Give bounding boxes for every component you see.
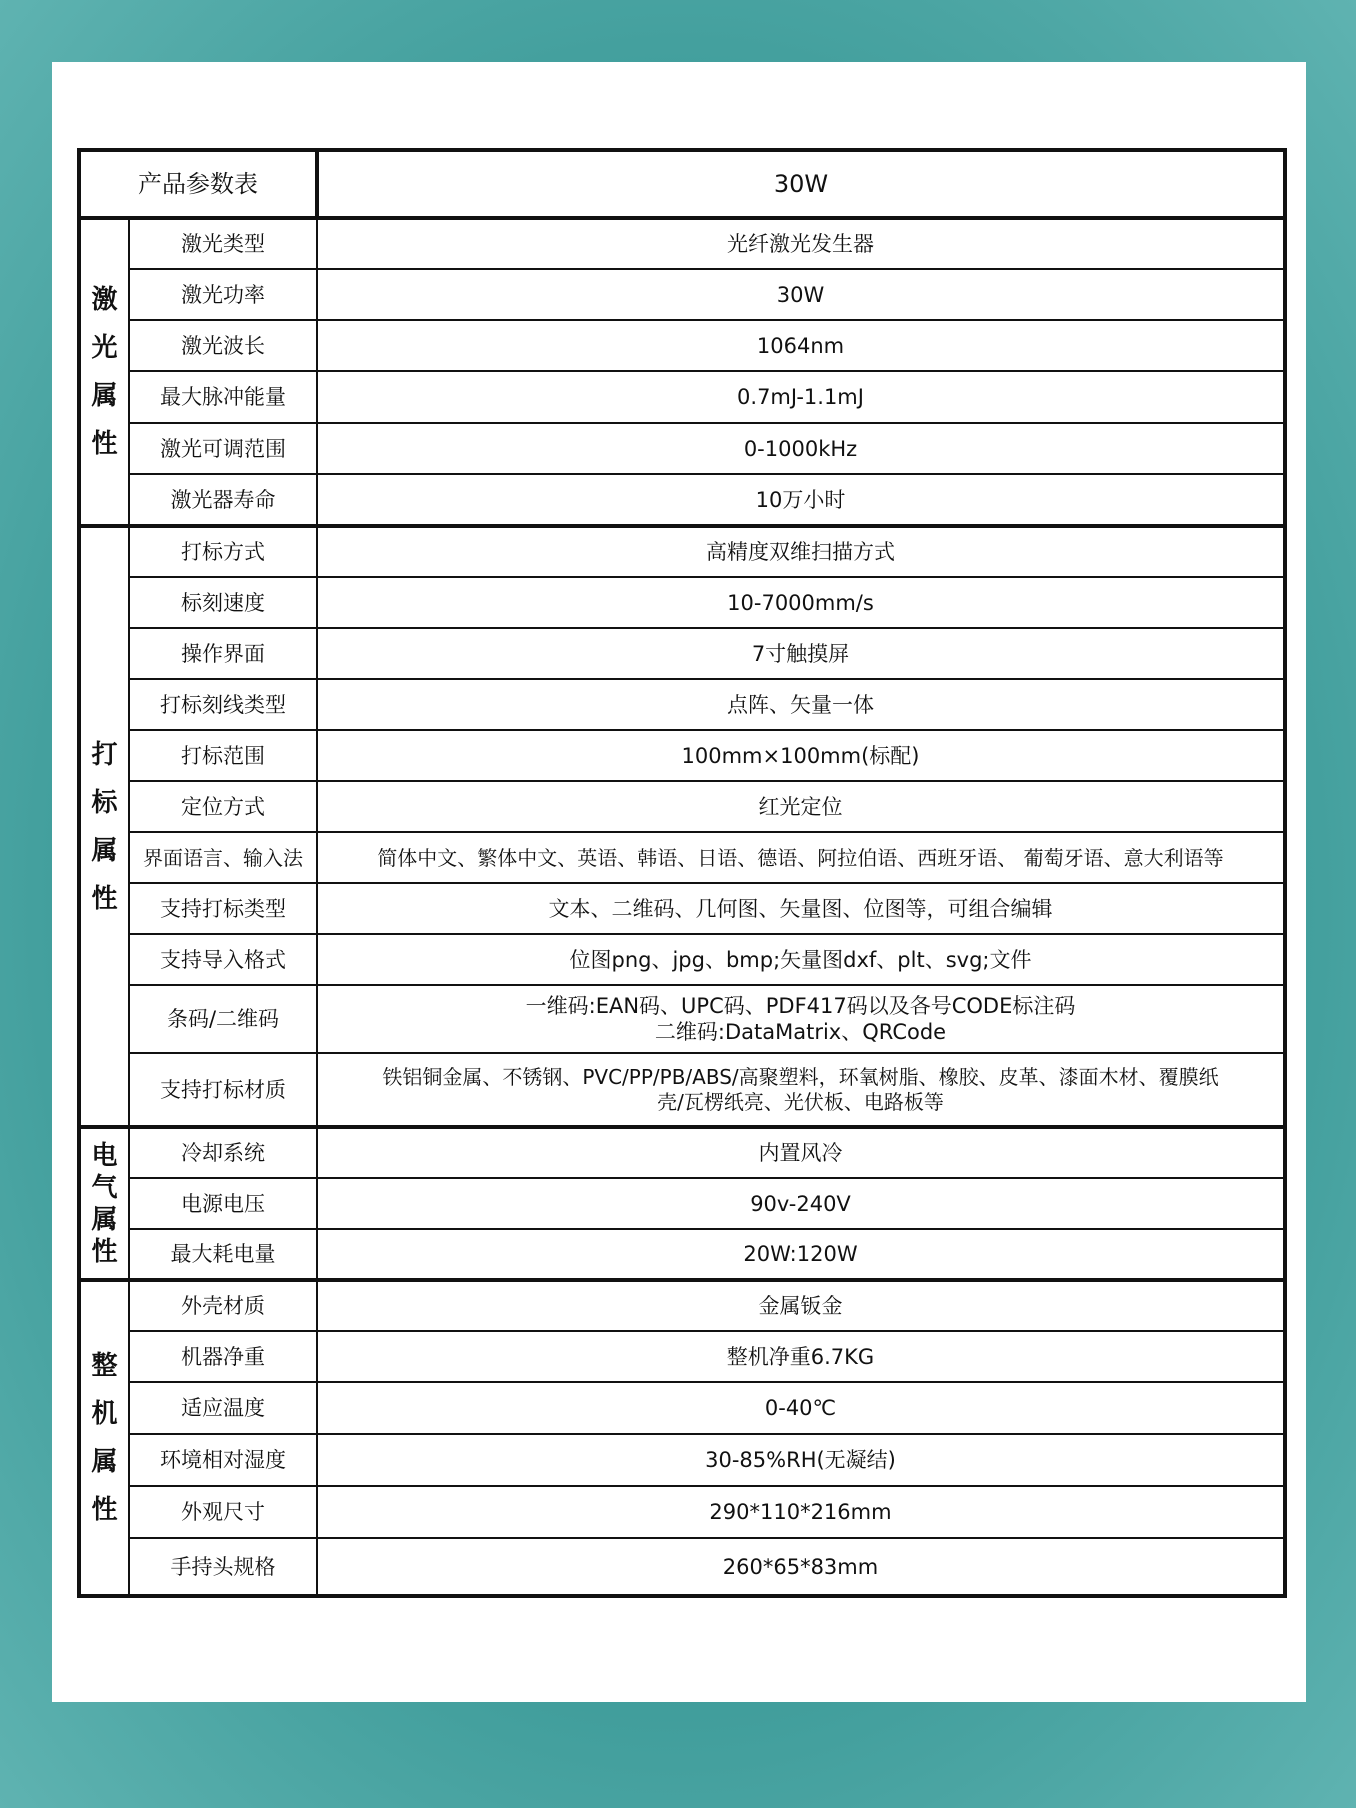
- table-row: [79, 1382, 1285, 1434]
- row-label: 条码/二维码: [129, 985, 317, 1053]
- row-value: 10万小时: [317, 474, 1285, 526]
- table-row: [79, 781, 1285, 832]
- row-value: 30-85%RH(无凝结): [317, 1434, 1285, 1486]
- row-label: 激光波长: [129, 320, 317, 371]
- row-label: 最大脉冲能量: [129, 371, 317, 423]
- table-row: [79, 730, 1285, 781]
- table-row: [79, 679, 1285, 730]
- table-row: [79, 934, 1285, 985]
- table-row: [79, 1331, 1285, 1382]
- row-value: 金属钣金: [317, 1280, 1285, 1331]
- row-label: 支持导入格式: [129, 934, 317, 985]
- table-row: [79, 1280, 1285, 1331]
- table-row: [79, 1053, 1285, 1127]
- materials-line-2: 壳/瓦楞纸亮、光伏板、电路板等: [657, 1089, 944, 1114]
- row-label: 激光功率: [129, 269, 317, 320]
- row-value: 1064nm: [317, 320, 1285, 371]
- table-row: [79, 1486, 1285, 1538]
- group-label-marking: 打 标 属 性: [79, 526, 129, 1127]
- table-row: [79, 526, 1285, 577]
- row-value: 点阵、矢量一体: [317, 679, 1285, 730]
- row-label: 机器净重: [129, 1331, 317, 1382]
- row-value: 0-1000kHz: [317, 423, 1285, 474]
- row-value: 90v-240V: [317, 1178, 1285, 1229]
- row-label: 激光类型: [129, 218, 317, 269]
- row-label: 外观尺寸: [129, 1486, 317, 1538]
- table-row: [79, 628, 1285, 679]
- row-value: 整机净重6.7KG: [317, 1331, 1285, 1382]
- materials-line-1: 铁铝铜金属、不锈钢、PVC/PP/PB/ABS/高聚塑料，环氧树脂、橡胶、皮革、漆面木材、覆膜纸: [382, 1064, 1219, 1089]
- row-value: 20W:120W: [317, 1229, 1285, 1280]
- row-value: 0.7mJ-1.1mJ: [317, 371, 1285, 423]
- barcode-line-2d: 二维码:DataMatrix、QRCode: [654, 1020, 947, 1044]
- row-value: 0-40℃: [317, 1382, 1285, 1434]
- row-label: 适应温度: [129, 1382, 317, 1434]
- row-label: 支持打标类型: [129, 883, 317, 934]
- model-name: 30W: [317, 150, 1285, 218]
- table-row: [79, 320, 1285, 371]
- row-label: 手持头规格: [129, 1538, 317, 1596]
- row-value: 260*65*83mm: [317, 1538, 1285, 1596]
- table-row: [79, 1229, 1285, 1280]
- table-row: [79, 883, 1285, 934]
- row-value: [317, 1053, 1285, 1127]
- row-label: 外壳材质: [129, 1280, 317, 1331]
- table-row: [79, 985, 1285, 1053]
- row-value: 内置风冷: [317, 1127, 1285, 1178]
- row-label: 冷却系统: [129, 1127, 317, 1178]
- row-label: 打标范围: [129, 730, 317, 781]
- table-row: [79, 1434, 1285, 1486]
- row-label: 最大耗电量: [129, 1229, 317, 1280]
- table-header-row: [79, 150, 1285, 218]
- row-value: 10-7000mm/s: [317, 577, 1285, 628]
- table-title: 产品参数表: [79, 150, 317, 218]
- row-value: 红光定位: [317, 781, 1285, 832]
- row-label: 环境相对湿度: [129, 1434, 317, 1486]
- table-row: [79, 577, 1285, 628]
- row-label: 操作界面: [129, 628, 317, 679]
- table-row: [79, 423, 1285, 474]
- row-value: 30W: [317, 269, 1285, 320]
- row-value: 100mm×100mm(标配): [317, 730, 1285, 781]
- row-value: [317, 985, 1285, 1053]
- row-label: 激光器寿命: [129, 474, 317, 526]
- row-label: 打标方式: [129, 526, 317, 577]
- row-label: 界面语言、输入法: [129, 832, 317, 883]
- group-label-machine: 整 机 属 性: [79, 1280, 129, 1596]
- row-value: 高精度双维扫描方式: [317, 526, 1285, 577]
- row-label: 支持打标材质: [129, 1053, 317, 1127]
- row-value: 光纤激光发生器: [317, 218, 1285, 269]
- row-label: 电源电压: [129, 1178, 317, 1229]
- row-value: 位图png、jpg、bmp;矢量图dxf、plt、svg;文件: [317, 934, 1285, 985]
- row-value: 7寸触摸屏: [317, 628, 1285, 679]
- table-row: [79, 1178, 1285, 1229]
- table-row: [79, 474, 1285, 526]
- group-label-laser: 激 光 属 性: [79, 218, 129, 526]
- row-value: 简体中文、繁体中文、英语、韩语、日语、德语、阿拉伯语、西班牙语、 葡萄牙语、意大利语等: [317, 832, 1285, 883]
- table-row: [79, 1538, 1285, 1596]
- table-row: [79, 832, 1285, 883]
- row-label: 打标刻线类型: [129, 679, 317, 730]
- group-label-electrical: 电 气 属 性: [79, 1127, 129, 1280]
- spec-table: [77, 148, 1287, 1598]
- row-label: 标刻速度: [129, 577, 317, 628]
- table-row: [79, 1127, 1285, 1178]
- table-row: [79, 371, 1285, 423]
- row-label: 激光可调范围: [129, 423, 317, 474]
- table-row: [79, 218, 1285, 269]
- row-label: 定位方式: [129, 781, 317, 832]
- row-value: 290*110*216mm: [317, 1486, 1285, 1538]
- barcode-line-1d: 一维码:EAN码、UPC码、PDF417码以及各号CODE标注码: [525, 994, 1076, 1018]
- table-row: [79, 269, 1285, 320]
- row-value: 文本、二维码、几何图、矢量图、位图等，可组合编辑: [317, 883, 1285, 934]
